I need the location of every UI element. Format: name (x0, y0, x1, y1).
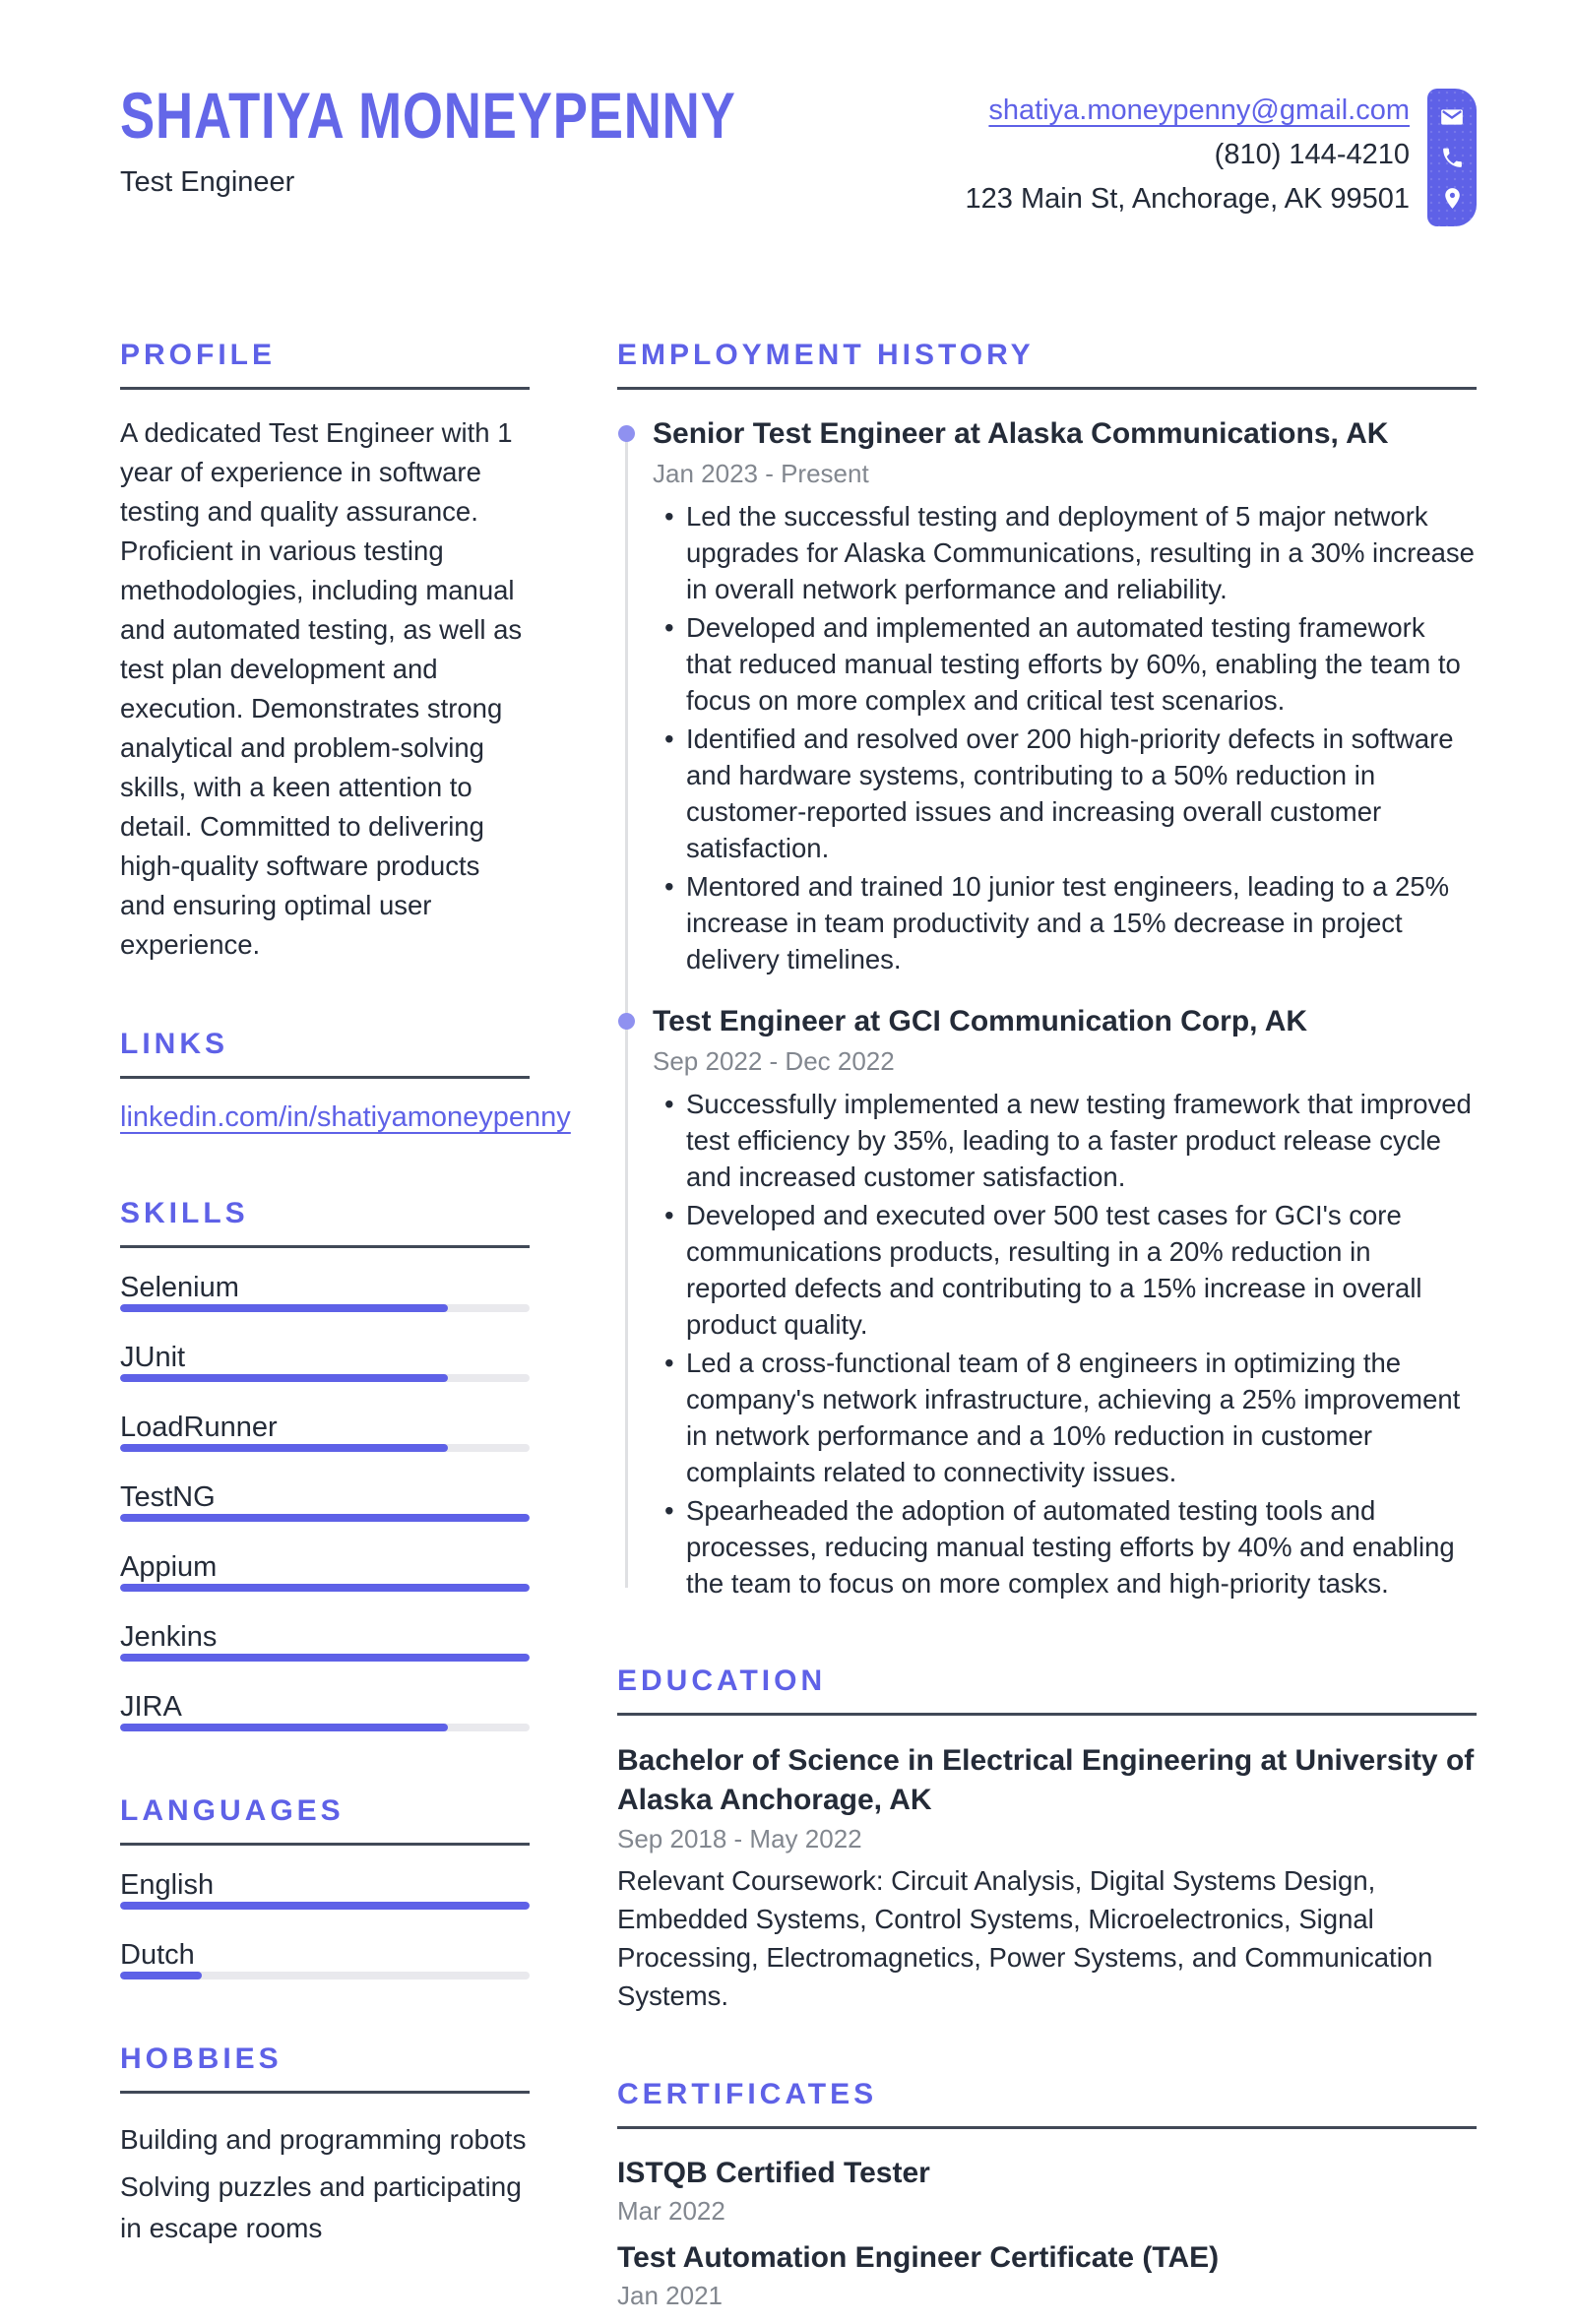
education-dates: Sep 2018 - May 2022 (617, 1824, 862, 1853)
job-bullet: • Spearheaded the adoption of automated testing tools and processes, reducing manual testing efforts by 40% and enabling the team to focus on more complex and high-priority tasks. (686, 1492, 1477, 1602)
skill-item (120, 1691, 530, 1731)
identity-block (120, 81, 890, 199)
skills-list (120, 1272, 530, 1731)
language-name: English (120, 1869, 215, 1901)
skill-item (120, 1481, 530, 1522)
links-section (120, 1026, 571, 1134)
skill-item (120, 1412, 530, 1452)
employment-section (617, 337, 1477, 1602)
job-bullet: • Led a cross-functional team of 8 engineers in optimizing the company's network infrastructure, achieving a 25% improvement in network performance and a 10% reduction in customer complaints related to connectivity issues. (686, 1345, 1477, 1490)
education-heading: EDUCATION (617, 1663, 1477, 1716)
job-title: Senior Test Engineer at Alaska Communications, AK (653, 417, 1389, 450)
skill-item (120, 1551, 530, 1592)
contact-icon-bar (1427, 89, 1477, 226)
job-dates: Jan 2023 - Present (653, 459, 869, 488)
job-bullet: • Mentored and trained 10 junior test engineers, leading to a 25% increase in team productivity and a 15% decrease in project delivery timelines. (686, 868, 1477, 977)
language-item (120, 1939, 530, 1979)
skill-item (120, 1272, 530, 1312)
hobbies-list (120, 2119, 530, 2249)
envelope-icon (1439, 104, 1465, 130)
certificate-list (617, 2155, 1477, 2310)
skill-level-bar (120, 1654, 530, 1662)
skill-level-fill (120, 1514, 530, 1522)
skill-level-fill (120, 1444, 448, 1452)
job-bullet: • Developed and implemented an automated testing framework that reduced manual testing efforts by 60%, enabling the team to focus on more complex and critical test scenarios. (686, 609, 1477, 719)
skill-name: LoadRunner (120, 1412, 278, 1443)
certificate-entry (617, 2155, 1477, 2226)
timeline-dot (618, 1013, 635, 1030)
language-level-bar (120, 1972, 530, 1979)
languages-heading: LANGUAGES (120, 1792, 530, 1846)
certificate-dates: Jan 2021 (617, 2281, 723, 2310)
language-level-fill (120, 1972, 202, 1979)
location-pin-icon (1440, 186, 1465, 211)
content-columns (120, 337, 1477, 2324)
certificate-dates: Mar 2022 (617, 2196, 725, 2226)
skill-level-fill (120, 1724, 448, 1731)
skill-name: TestNG (120, 1481, 216, 1513)
skill-level-fill (120, 1374, 448, 1382)
candidate-job-title: Test Engineer (120, 166, 295, 198)
job-bullet-list (653, 498, 1477, 977)
job-entry (617, 1003, 1477, 1602)
job-bullet-list (653, 1086, 1477, 1602)
profile-section (120, 337, 530, 965)
job-dates: Sep 2022 - Dec 2022 (653, 1046, 895, 1076)
job-bullet: • Led the successful testing and deployment of 5 major network upgrades for Alaska Communications, resulting in a 30% increase in overall network performance and reliability. (686, 498, 1477, 607)
skill-level-bar (120, 1724, 530, 1731)
employment-timeline (617, 415, 1477, 1602)
hobbies-heading: HOBBIES (120, 2041, 530, 2094)
skill-level-bar (120, 1304, 530, 1312)
job-bullet: • Identified and resolved over 200 high-priority defects in software and hardware systems, contributing to a 50% reduction in customer-reported issues and increasing overall customer satisfaction. (686, 721, 1477, 866)
job-title: Test Engineer at GCI Communication Corp, AK (653, 1005, 1308, 1037)
certificate-title: Test Automation Engineer Certificate (TAE) (617, 2241, 1220, 2274)
job-entry (617, 415, 1477, 977)
language-level-bar (120, 1902, 530, 1910)
link-list (120, 1100, 571, 1134)
skill-level-fill (120, 1654, 530, 1662)
education-description: Relevant Coursework: Circuit Analysis, Digital Systems Design, Embedded Systems, Control Systems, Microelectronics, Signal Processing, Electromagnetics, Power Systems, and Communication Systems. (617, 1865, 1433, 2011)
education-entry (617, 1741, 1477, 2015)
phone-icon (1440, 146, 1465, 170)
skill-level-bar (120, 1514, 530, 1522)
languages-list (120, 1869, 530, 1979)
links-heading: LINKS (120, 1026, 530, 1079)
skill-level-bar (120, 1444, 530, 1452)
skills-section (120, 1195, 530, 1731)
skill-name: Appium (120, 1551, 218, 1583)
certificates-heading: CERTIFICATES (617, 2076, 1477, 2129)
candidate-name: SHATIYA MONEYPENNY (120, 79, 736, 152)
languages-section (120, 1792, 530, 1979)
certificate-entry (617, 2239, 1477, 2310)
email-link[interactable]: shatiya.moneypenny@gmail.com (988, 94, 1410, 126)
hobby-item: Solving puzzles and participating in escape rooms (120, 2171, 522, 2243)
language-name: Dutch (120, 1939, 195, 1971)
skill-name: JUnit (120, 1342, 186, 1373)
skill-name: Jenkins (120, 1621, 218, 1653)
skill-name: Selenium (120, 1272, 239, 1303)
education-section (617, 1663, 1477, 2015)
header (120, 81, 1477, 226)
job-bullet: • Developed and executed over 500 test cases for GCI's core communications products, resulting in a 20% reduction in reported defects and contributing to a 15% increase in overall product quality. (686, 1197, 1477, 1343)
skill-level-fill (120, 1584, 530, 1592)
certificate-title: ISTQB Certified Tester (617, 2157, 930, 2189)
profile-heading: PROFILE (120, 337, 530, 390)
sidebar-column (120, 337, 571, 2324)
skill-level-fill (120, 1304, 448, 1312)
skill-name: JIRA (120, 1691, 182, 1723)
certificates-section (617, 2076, 1477, 2310)
contact-details (966, 89, 1410, 221)
postal-address: 123 Main St, Anchorage, AK 99501 (965, 183, 1410, 215)
skills-heading: SKILLS (120, 1195, 530, 1248)
language-item (120, 1869, 530, 1910)
hobby-item: Building and programming robots (120, 2124, 527, 2155)
skill-item (120, 1342, 530, 1382)
language-level-fill (120, 1902, 530, 1910)
main-column (617, 337, 1477, 2324)
skill-item (120, 1621, 530, 1662)
timeline-dot (618, 425, 635, 442)
profile-text: A dedicated Test Engineer with 1 year of experience in software testing and quality assurance. Proficient in various testing methodologies, including manual and automated testing, as well as test plan development and execution. Demonstrates strong analytical and problem-solving skills, with a keen attention to detail. Committed to delivering high-quality software products and ensuring optimal user experience. (120, 417, 523, 960)
job-bullet: • Successfully implemented a new testing framework that improved test efficiency by 35%, leading to a faster product release cycle and increased customer satisfaction. (686, 1086, 1477, 1195)
employment-heading: EMPLOYMENT HISTORY (617, 337, 1477, 390)
phone-number: (810) 144-4210 (1214, 139, 1410, 170)
education-list (617, 1741, 1477, 2015)
degree-title: Bachelor of Science in Electrical Engineering at University of Alaska Anchorage, AK (617, 1744, 1475, 1816)
skill-level-bar (120, 1374, 530, 1382)
linkedin-link[interactable]: linkedin.com/in/shatiyamoneypenny (120, 1101, 571, 1133)
skill-level-bar (120, 1584, 530, 1592)
hobbies-section (120, 2041, 530, 2249)
contact-block (966, 89, 1477, 226)
